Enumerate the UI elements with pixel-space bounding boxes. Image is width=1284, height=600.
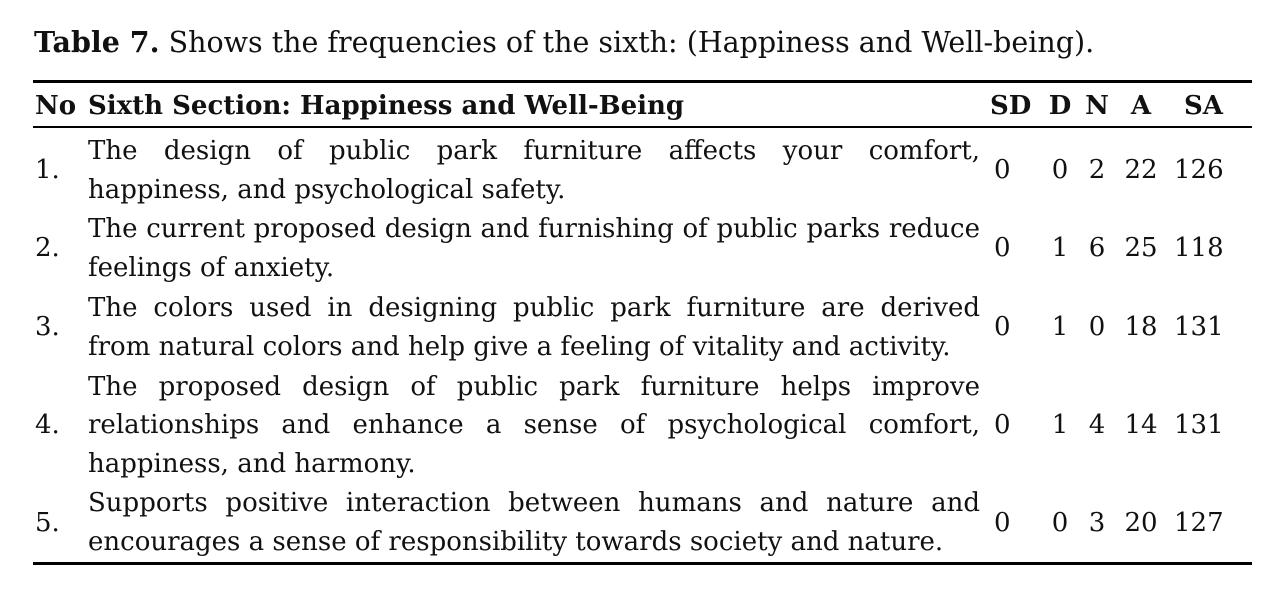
table-caption-label: Table 7. <box>34 25 160 59</box>
row-sd-count: 0 <box>994 155 1011 186</box>
row-sd-count: 0 <box>994 233 1011 264</box>
table-caption <box>34 22 1254 63</box>
row-sd-count: 0 <box>988 484 1042 563</box>
table-row <box>33 127 1252 209</box>
header-sa: SA <box>1166 82 1252 128</box>
row-n-count: 2 <box>1088 155 1106 186</box>
header-n: N <box>1078 82 1116 128</box>
row-d-count: 0 <box>1042 484 1078 563</box>
table-row <box>33 367 1252 484</box>
row-a-count: 14 <box>1124 410 1158 441</box>
table-header-row <box>33 82 1252 128</box>
row-n-count: 6 <box>1088 233 1106 264</box>
frequency-table <box>33 80 1252 565</box>
header-no: No <box>33 82 88 128</box>
row-n-count: 4 <box>1088 410 1106 441</box>
row-number: 2. <box>35 233 60 264</box>
row-number: 1. <box>35 155 60 186</box>
row-number: 4. <box>35 410 60 441</box>
row-sa-count: 126 <box>1174 155 1224 186</box>
row-number: 3. <box>35 312 60 343</box>
row-sa-count: 131 <box>1174 410 1224 441</box>
row-a-count: 22 <box>1124 155 1158 186</box>
row-sa-count: 127 <box>1166 484 1252 563</box>
row-number: 5. <box>33 484 88 563</box>
row-d-count: 1 <box>1051 233 1069 264</box>
table-caption-text: Shows the frequencies of the sixth: (Happiness and Well-being). <box>159 26 1095 59</box>
row-d-count: 1 <box>1051 410 1069 441</box>
row-sd-count: 0 <box>994 312 1011 343</box>
row-n-count: 3 <box>1078 484 1116 563</box>
row-a-count: 18 <box>1124 312 1158 343</box>
row-statement: The current proposed design and furnishing of public parks reduce feelings of anxiety. <box>88 214 980 283</box>
row-d-count: 0 <box>1051 155 1069 186</box>
row-statement: The design of public park furniture affects your comfort, happiness, and psychological safety. <box>88 136 980 205</box>
table-row <box>33 209 1252 288</box>
row-statement: The colors used in designing public park furniture are derived from natural colors and help give a feeling of vitality and activity. <box>88 293 980 362</box>
header-statement: Sixth Section: Happiness and Well-Being <box>88 82 988 128</box>
row-statement: Supports positive interaction between humans and nature and encourages a sense of responsibility towards society and nature. <box>88 484 988 563</box>
header-d: D <box>1042 82 1078 128</box>
row-n-count: 0 <box>1088 312 1106 343</box>
table-row <box>33 484 1252 563</box>
row-sa-count: 131 <box>1174 312 1224 343</box>
row-sa-count: 118 <box>1174 233 1224 264</box>
table-row <box>33 288 1252 367</box>
row-d-count: 1 <box>1051 312 1069 343</box>
row-a-count: 20 <box>1116 484 1166 563</box>
header-sd: SD <box>988 82 1042 128</box>
header-a: A <box>1116 82 1166 128</box>
row-statement: The proposed design of public park furniture helps improve relationships and enhance a sense of psychological comfort, happiness, and harmony. <box>88 371 980 479</box>
row-a-count: 25 <box>1124 233 1158 264</box>
row-sd-count: 0 <box>994 410 1011 441</box>
